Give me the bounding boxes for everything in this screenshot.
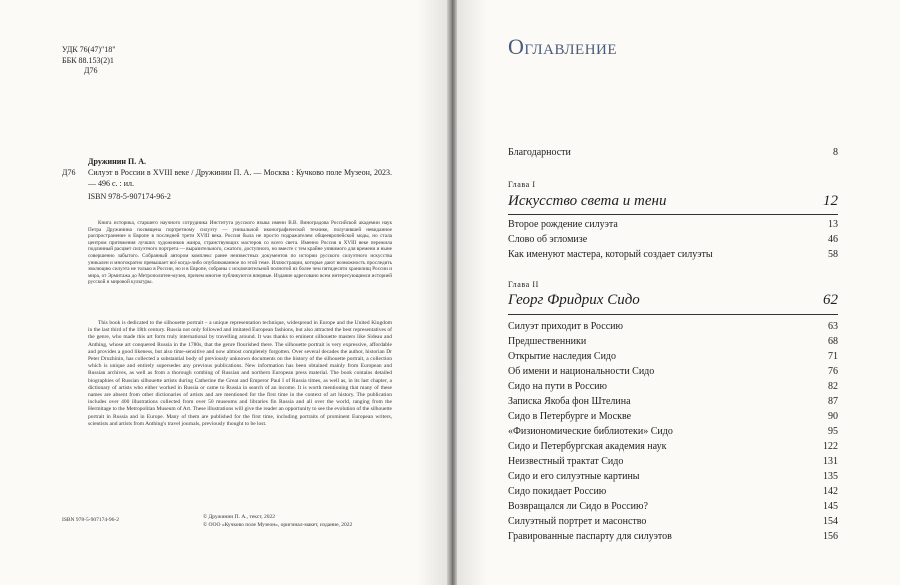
- toc-entry[interactable]: [508, 516, 838, 527]
- toc-entry-page: 95: [828, 426, 838, 437]
- classification-codes: [62, 45, 116, 77]
- toc-entry-title: Неизвестный трактат Сидо: [508, 456, 624, 467]
- toc-entry-title: Сидо в Петербурге и Москве: [508, 411, 632, 422]
- toc-entry-title: Открытие наследия Сидо: [508, 351, 617, 362]
- bbk-code: ББК 88.153(2)1: [62, 55, 114, 65]
- toc-entry-title: Силуэт приходит в Россию: [508, 321, 623, 332]
- chapter-heading[interactable]: [508, 193, 838, 210]
- chapter-heading[interactable]: [508, 292, 838, 309]
- toc-entry[interactable]: [508, 471, 838, 482]
- bottom-isbn: ISBN 978-5-907174-96-2: [62, 517, 119, 523]
- isbn: ISBN 978-5-907174-96-2: [88, 192, 171, 201]
- toc-entry-title: Сидо покидает Россию: [508, 486, 607, 497]
- toc-entry-page: 58: [828, 249, 838, 260]
- toc-entry-page: 135: [823, 471, 838, 482]
- bibliographic-author: Дружинин П. А.: [88, 157, 146, 166]
- page-title: Оглавление: [508, 34, 618, 59]
- toc-entry-page: 156: [823, 531, 838, 542]
- copyright-text: © Дружинин П. А., текст, 2022: [203, 514, 275, 520]
- chapter-page: 62: [823, 292, 838, 308]
- bibliographic-record: [62, 156, 392, 202]
- toc-entry[interactable]: [508, 381, 838, 392]
- toc-entry[interactable]: [508, 249, 838, 260]
- toc-entry[interactable]: [508, 411, 838, 422]
- toc-entry-page: 122: [823, 441, 838, 452]
- toc-entry-page: 87: [828, 396, 838, 407]
- toc-entry[interactable]: [508, 486, 838, 497]
- page-shadow: [417, 0, 447, 585]
- toc-entry-page: 46: [828, 234, 838, 245]
- toc-entry[interactable]: [508, 441, 838, 452]
- chapter-title: Искусство света и тени: [508, 193, 667, 209]
- toc-entry-title: «Физиономические библиотеки» Сидо: [508, 426, 673, 437]
- page-shadow: [457, 0, 487, 585]
- chapter-title: Георг Фридрих Сидо: [508, 292, 640, 308]
- udk-code: УДК 76(47)"18": [62, 45, 116, 54]
- toc-entry[interactable]: [508, 366, 838, 377]
- toc-entry-page: 8: [833, 147, 838, 158]
- chapter-label: Глава II: [508, 280, 539, 289]
- toc-entry[interactable]: [508, 219, 838, 230]
- toc-entry[interactable]: [508, 336, 838, 347]
- chapter-label: Глава I: [508, 180, 536, 189]
- toc-entry[interactable]: [508, 531, 838, 542]
- toc-entry-title: Как именуют мастера, который создает силуэты: [508, 249, 713, 260]
- toc-entry-title: Слово об эгломизе: [508, 234, 588, 245]
- toc-entry[interactable]: [508, 501, 838, 512]
- toc-entry-title: Гравированные паспарту для силуэтов: [508, 531, 672, 542]
- toc-entry[interactable]: [508, 456, 838, 467]
- toc-entry-page: 82: [828, 381, 838, 392]
- toc-entry-title: Сидо и его силуэтные картины: [508, 471, 640, 482]
- bibliographic-mark: Д76: [62, 168, 76, 177]
- toc-entry-page: 13: [828, 219, 838, 230]
- book-gutter: [447, 0, 457, 585]
- toc-entry[interactable]: [508, 426, 838, 437]
- toc-entry-title: Об имени и национальности Сидо: [508, 366, 655, 377]
- annotation-russian: Книга историка, старшего научного сотрудника Института русского языка имени В.В. Виноградова Российской академии наук Петра Дружинина посвящена портретному силуэту — уникальной иконографической технике, получившей невиданное распространение в Европе в последней трети XVIII века. Россия была не просто подражателем общеевропейской моды, но стала центром притяжения лучших художников жанра, странствующих мастеров со всего света. Именно Россия в XVIII веке пережила подлинный расцвет силуэтного портрета — выразительного, сжатого, доступного, но вместе с тем крайне уязвимого для времени и ныне совершенно забытого. Собранный автором комплекс ранее неизвестных документов по истории русского силуэтного искусства уникален и многократно превышает всё когда-либо опубликованное по этой теме. Иллюстрации, которые дают возможность проследить эволюцию силуэта не только в России, но и в Европе, собраны с исключительной полнотой из более чем пятидесяти хранилищ России и мира, от Эрмитажа до Метрополитен-музея, причем многие публикуются впервые. Издание адресовано всем интересующимся историей русской и мировой культуры.: [88, 220, 392, 286]
- toc-entry[interactable]: [508, 396, 838, 407]
- toc-entry-title: Сидо на пути в Россию: [508, 381, 607, 392]
- copyright-block: [203, 513, 352, 529]
- left-page: [0, 0, 447, 585]
- toc-entry-page: 145: [823, 501, 838, 512]
- bibliographic-description: Силуэт в России в XVIII веке / Дружинин П. А. — Москва : Кучково поле Музеон, 2023. — 496 с. : ил.: [88, 168, 392, 188]
- toc-entry-title: Силуэтный портрет и масонство: [508, 516, 647, 527]
- toc-entry-page: 71: [828, 351, 838, 362]
- toc-entry-page: 154: [823, 516, 838, 527]
- toc-entry-page: 142: [823, 486, 838, 497]
- toc-entry-acknowledgements[interactable]: [508, 147, 838, 158]
- toc-entry-page: 76: [828, 366, 838, 377]
- toc-entry-title: Сидо и Петербургская академия наук: [508, 441, 667, 452]
- chapter-divider: [508, 314, 838, 315]
- author-mark: Д76: [84, 66, 98, 75]
- toc-entry-page: 68: [828, 336, 838, 347]
- annotation-english: This book is dedicated to the silhouette portrait – a unique representation technique, widespread in Europe and the United Kingdom in the last third of the 18th century. Russia not only followed and imitated European fashions, but also attracted the best representatives of the genre, who made this art form truly international by travelling around. It was thanks to eminent silhouette masters like Sideau and Anthing, whose art conquered Russia in the 1780s, that the genre flourished there. The silhouette portrait is very expressive, affordable and provides a good likeness, but also time-sensitive and now almost completely forgotten. Over several decades the author, historian Dr Peter Druzhinin, has collected a substantial body of previously unknown documents on the history of the silhouette portrait, a collection which is unique and entirely supersedes any previous publications. New information has been obtained mainly from European and Russian archives, as well as from a thorough combing of Russian and northern European press material. The book contains detailed biographies of Russian silhouette artists during Catherine the Great and Emperor Paul I of Russia times, as well as, in its last chapter, a dictionary of artists who either worked in Russia or came to Russia in search of an income. It is worth mentioning that many of these names are absent from other dictionaries of artists and are mentioned for the first time in the context of art history. The publication includes over 400 illustrations collected from over 50 museums and libraries fin Russia and all over the world, ranging from the Hermitage to the Metropolitan Museum of Art. These illustrations will give the reader an opportunity to see the evolution of the silhouette portrait in Russia and in Europe. Many of them are published for the first time, including portraits of prominent European writers, scientists and artists from Anthing's travel journals, previously thought to be lost.: [88, 320, 392, 427]
- toc-entry-page: 90: [828, 411, 838, 422]
- toc-entry-title: Возвращался ли Сидо в Россию?: [508, 501, 648, 512]
- right-page: [457, 0, 900, 585]
- chapter-divider: [508, 214, 838, 215]
- toc-entry-title: Записка Якоба фон Штелина: [508, 396, 631, 407]
- toc-entry-page: 131: [823, 456, 838, 467]
- toc-entry[interactable]: [508, 234, 838, 245]
- toc-entry-page: 63: [828, 321, 838, 332]
- toc-entry-title: Второе рождение силуэта: [508, 219, 618, 230]
- chapter-page: 12: [823, 193, 838, 209]
- toc-entry[interactable]: [508, 321, 838, 332]
- copyright-layout: © ООО «Кучково поле Музеон», оригинал-макет, издание, 2022: [203, 522, 353, 528]
- toc-entry-title: Предшественники: [508, 336, 587, 347]
- toc-entry[interactable]: [508, 351, 838, 362]
- toc-entry-title: Благодарности: [508, 147, 571, 158]
